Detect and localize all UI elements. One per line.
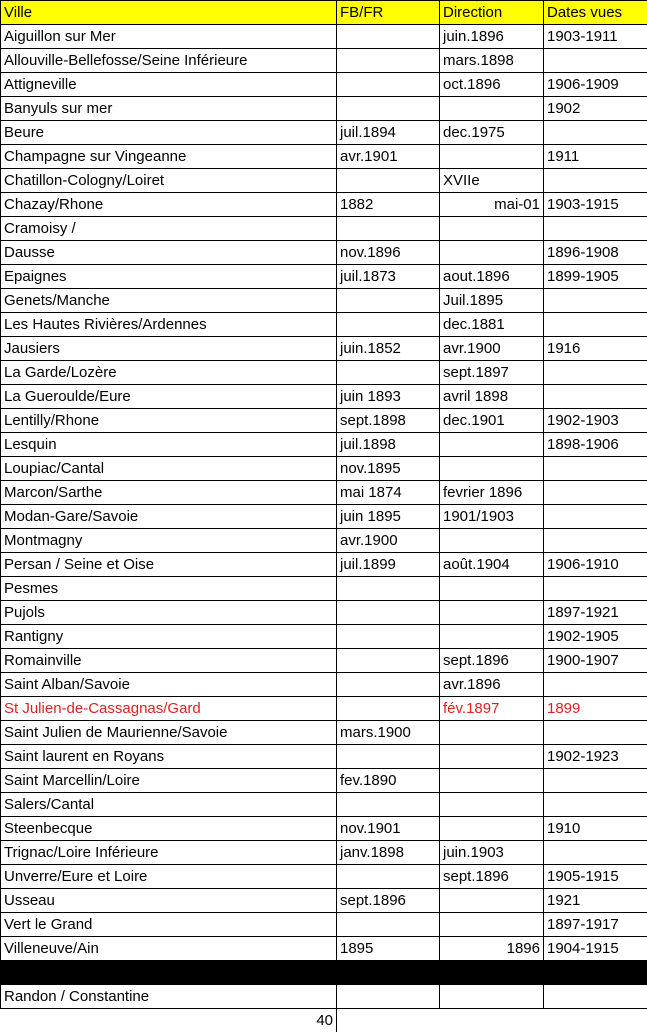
table-row	[1, 721, 647, 745]
table-row	[1, 433, 647, 457]
cell-fb-fr[interactable]: juil.1873	[337, 265, 440, 289]
cell-ville[interactable]: Lentilly/Rhone	[1, 409, 337, 433]
table-row	[1, 817, 647, 841]
table-row	[1, 889, 647, 913]
empty-cell	[440, 1009, 544, 1033]
cell-direction[interactable]	[440, 889, 544, 913]
cell-dates-vues[interactable]	[544, 985, 647, 1009]
cell-fb-fr[interactable]	[337, 649, 440, 673]
cell-ville[interactable]: Pujols	[1, 601, 337, 625]
cell-ville[interactable]: Modan-Gare/Savoie	[1, 505, 337, 529]
cell-ville[interactable]: Aiguillon sur Mer	[1, 25, 337, 49]
cell-dates-vues[interactable]	[544, 457, 647, 481]
cell-ville[interactable]: Vert le Grand	[1, 913, 337, 937]
cell-direction[interactable]: juin.1896	[440, 25, 544, 49]
cell-direction[interactable]	[440, 457, 544, 481]
cell-fb-fr[interactable]	[337, 25, 440, 49]
cell-ville[interactable]: Epaignes	[1, 265, 337, 289]
table-row	[1, 913, 647, 937]
cell-dates-vues[interactable]: 1898-1906	[544, 433, 647, 457]
cell-dates-vues[interactable]: 1902-1903	[544, 409, 647, 433]
cell-direction[interactable]: sept.1897	[440, 361, 544, 385]
cell-ville[interactable]: Villeneuve/Ain	[1, 937, 337, 961]
cell-direction[interactable]: avr.1896	[440, 673, 544, 697]
table-row	[1, 217, 647, 241]
cell-ville[interactable]: Lesquin	[1, 433, 337, 457]
cell-fb-fr[interactable]: mai 1874	[337, 481, 440, 505]
cell-fb-fr[interactable]	[337, 601, 440, 625]
table-body	[1, 25, 647, 1033]
table-row	[1, 265, 647, 289]
cell-dates-vues[interactable]	[544, 481, 647, 505]
cell-ville[interactable]: Jausiers	[1, 337, 337, 361]
table-row	[1, 553, 647, 577]
cell-fb-fr[interactable]	[337, 673, 440, 697]
table-row	[1, 673, 647, 697]
cell-dates-vues[interactable]: 1902	[544, 97, 647, 121]
cell-dates-vues[interactable]: 1903-1911	[544, 25, 647, 49]
table-row	[1, 385, 647, 409]
table-row	[1, 73, 647, 97]
table-row	[1, 313, 647, 337]
cell-direction[interactable]: oct.1896	[440, 73, 544, 97]
cell-fb-fr[interactable]	[337, 217, 440, 241]
cell-fb-fr[interactable]: sept.1896	[337, 889, 440, 913]
table-row	[1, 49, 647, 73]
cell-dates-vues[interactable]: 1911	[544, 145, 647, 169]
empty-cell	[337, 1009, 440, 1033]
cell-direction[interactable]	[440, 577, 544, 601]
cell-fb-fr[interactable]: fev.1890	[337, 769, 440, 793]
cell-dates-vues[interactable]	[544, 121, 647, 145]
cell-dates-vues[interactable]	[544, 673, 647, 697]
cell-direction[interactable]: fév.1897	[440, 697, 544, 721]
table-row	[1, 241, 647, 265]
cell-ville[interactable]: Beure	[1, 121, 337, 145]
cell-ville[interactable]: Saint Alban/Savoie	[1, 673, 337, 697]
table-row	[1, 25, 647, 49]
table-row	[1, 745, 647, 769]
cell-direction[interactable]	[440, 241, 544, 265]
cell-direction[interactable]	[440, 145, 544, 169]
separator-cell[interactable]	[1, 961, 337, 985]
cell-dates-vues[interactable]	[544, 505, 647, 529]
cell-direction[interactable]	[440, 817, 544, 841]
cell-dates-vues[interactable]: 1903-1915	[544, 193, 647, 217]
table-row	[1, 145, 647, 169]
cell-ville[interactable]: Dausse	[1, 241, 337, 265]
cell-fb-fr[interactable]	[337, 577, 440, 601]
cell-direction[interactable]: dec.1881	[440, 313, 544, 337]
cell-ville[interactable]: Saint Julien de Maurienne/Savoie	[1, 721, 337, 745]
cell-ville[interactable]: Salers/Cantal	[1, 793, 337, 817]
cell-direction[interactable]	[440, 433, 544, 457]
cell-fb-fr[interactable]: 1895	[337, 937, 440, 961]
cell-fb-fr[interactable]: nov.1895	[337, 457, 440, 481]
cell-fb-fr[interactable]	[337, 625, 440, 649]
cell-ville[interactable]: Banyuls sur mer	[1, 97, 337, 121]
table-row	[1, 169, 647, 193]
cell-ville[interactable]: Saint Marcellin/Loire	[1, 769, 337, 793]
header-fb-fr[interactable]: FB/FR	[337, 1, 440, 25]
cell-fb-fr[interactable]: mars.1900	[337, 721, 440, 745]
cell-dates-vues[interactable]: 1904-1915	[544, 937, 647, 961]
cell-fb-fr[interactable]	[337, 361, 440, 385]
cell-ville[interactable]: Trignac/Loire Inférieure	[1, 841, 337, 865]
cell-fb-fr[interactable]: janv.1898	[337, 841, 440, 865]
cell-ville[interactable]: Allouville-Bellefosse/Seine Inférieure	[1, 49, 337, 73]
table-row	[1, 601, 647, 625]
cell-ville[interactable]: Marcon/Sarthe	[1, 481, 337, 505]
cell-fb-fr[interactable]: nov.1896	[337, 241, 440, 265]
cell-dates-vues[interactable]: 1896-1908	[544, 241, 647, 265]
cell-dates-vues[interactable]: 1902-1923	[544, 745, 647, 769]
cell-dates-vues[interactable]	[544, 721, 647, 745]
cell-direction[interactable]: sept.1896	[440, 865, 544, 889]
table-row	[1, 481, 647, 505]
cell-ville[interactable]: Les Hautes Rivières/Ardennes	[1, 313, 337, 337]
cell-fb-fr[interactable]: juil.1898	[337, 433, 440, 457]
separator-cell[interactable]	[440, 961, 544, 985]
cell-direction[interactable]: 1896	[440, 937, 544, 961]
cell-ville[interactable]: Genets/Manche	[1, 289, 337, 313]
separator-cell[interactable]	[337, 961, 440, 985]
cell-ville[interactable]: Unverre/Eure et Loire	[1, 865, 337, 889]
table-row	[1, 121, 647, 145]
table-row	[1, 337, 647, 361]
cell-fb-fr[interactable]	[337, 97, 440, 121]
cell-direction[interactable]	[440, 529, 544, 553]
cell-ville[interactable]: La Gueroulde/Eure	[1, 385, 337, 409]
empty-cell	[544, 1009, 647, 1033]
cell-fb-fr[interactable]	[337, 793, 440, 817]
cell-ville[interactable]: Romainville	[1, 649, 337, 673]
cell-direction[interactable]: 1901/1903	[440, 505, 544, 529]
table-row	[1, 649, 647, 673]
cell-fb-fr[interactable]	[337, 313, 440, 337]
cell-direction[interactable]	[440, 985, 544, 1009]
cell-dates-vues[interactable]: 1910	[544, 817, 647, 841]
cell-dates-vues[interactable]	[544, 313, 647, 337]
cell-ville[interactable]: Montmagny	[1, 529, 337, 553]
cell-dates-vues[interactable]	[544, 217, 647, 241]
cell-ville[interactable]: Cramoisy /	[1, 217, 337, 241]
cell-direction[interactable]: fevrier 1896	[440, 481, 544, 505]
cell-dates-vues[interactable]	[544, 49, 647, 73]
cell-ville[interactable]: Saint laurent en Royans	[1, 745, 337, 769]
cell-fb-fr[interactable]	[337, 913, 440, 937]
cell-ville[interactable]: Steenbecque	[1, 817, 337, 841]
cell-direction[interactable]	[440, 601, 544, 625]
separator-cell[interactable]	[544, 961, 647, 985]
cell-fb-fr[interactable]	[337, 73, 440, 97]
cell-ville[interactable]: St Julien-de-Cassagnas/Gard	[1, 697, 337, 721]
table-row	[1, 505, 647, 529]
cell-ville[interactable]: Chatillon-Cologny/Loiret	[1, 169, 337, 193]
cell-ville[interactable]: Chazay/Rhone	[1, 193, 337, 217]
cell-ville[interactable]: Persan / Seine et Oise	[1, 553, 337, 577]
cell-dates-vues[interactable]	[544, 361, 647, 385]
cell-direction[interactable]: aout.1896	[440, 265, 544, 289]
cell-dates-vues[interactable]: 1916	[544, 337, 647, 361]
cell-fb-fr[interactable]	[337, 49, 440, 73]
cell-fb-fr[interactable]: juil.1899	[337, 553, 440, 577]
cell-fb-fr[interactable]	[337, 289, 440, 313]
cell-direction[interactable]: XVIIe	[440, 169, 544, 193]
cell-dates-vues[interactable]: 1906-1909	[544, 73, 647, 97]
cell-dates-vues[interactable]	[544, 529, 647, 553]
cell-fb-fr[interactable]: 1882	[337, 193, 440, 217]
cell-ville[interactable]: Loupiac/Cantal	[1, 457, 337, 481]
header-direction[interactable]: Direction	[440, 1, 544, 25]
cell-fb-fr[interactable]: juin.1852	[337, 337, 440, 361]
cell-direction[interactable]: avril 1898	[440, 385, 544, 409]
cell-dates-vues[interactable]	[544, 289, 647, 313]
cell-fb-fr[interactable]: avr.1901	[337, 145, 440, 169]
table-row	[1, 577, 647, 601]
table-row	[1, 769, 647, 793]
table-row	[1, 193, 647, 217]
cell-ville[interactable]: Attigneville	[1, 73, 337, 97]
cell-ville[interactable]: Randon / Constantine	[1, 985, 337, 1009]
cell-dates-vues[interactable]	[544, 577, 647, 601]
cell-direction[interactable]: juin.1903	[440, 841, 544, 865]
cell-dates-vues[interactable]	[544, 385, 647, 409]
table-row	[1, 937, 647, 961]
cell-direction[interactable]	[440, 721, 544, 745]
table-row	[1, 841, 647, 865]
footer-row	[1, 1009, 647, 1033]
cell-dates-vues[interactable]	[544, 769, 647, 793]
cell-fb-fr[interactable]	[337, 865, 440, 889]
table-row	[1, 985, 647, 1009]
cell-dates-vues[interactable]: 1902-1905	[544, 625, 647, 649]
cell-direction[interactable]	[440, 625, 544, 649]
cell-direction[interactable]	[440, 913, 544, 937]
cell-fb-fr[interactable]: sept.1898	[337, 409, 440, 433]
cell-dates-vues[interactable]	[544, 841, 647, 865]
cell-fb-fr[interactable]: nov.1901	[337, 817, 440, 841]
table-row	[1, 289, 647, 313]
cell-dates-vues[interactable]: 1906-1910	[544, 553, 647, 577]
cell-fb-fr[interactable]: juin 1893	[337, 385, 440, 409]
cell-direction[interactable]	[440, 769, 544, 793]
cell-dates-vues[interactable]: 1897-1917	[544, 913, 647, 937]
cell-dates-vues[interactable]: 1921	[544, 889, 647, 913]
cell-direction[interactable]	[440, 745, 544, 769]
cell-fb-fr[interactable]	[337, 169, 440, 193]
table-row	[1, 625, 647, 649]
cell-ville[interactable]: La Garde/Lozère	[1, 361, 337, 385]
table-row	[1, 97, 647, 121]
table-row	[1, 361, 647, 385]
cell-fb-fr[interactable]	[337, 745, 440, 769]
cell-ville[interactable]: Rantigny	[1, 625, 337, 649]
cell-direction[interactable]: dec.1901	[440, 409, 544, 433]
cell-dates-vues[interactable]: 1900-1907	[544, 649, 647, 673]
cell-direction[interactable]: sept.1896	[440, 649, 544, 673]
cell-direction[interactable]	[440, 97, 544, 121]
cell-fb-fr[interactable]	[337, 985, 440, 1009]
cell-direction[interactable]	[440, 217, 544, 241]
cell-direction[interactable]: août.1904	[440, 553, 544, 577]
cell-dates-vues[interactable]: 1899-1905	[544, 265, 647, 289]
cell-direction[interactable]: dec.1975	[440, 121, 544, 145]
cell-direction[interactable]: mars.1898	[440, 49, 544, 73]
header-ville[interactable]: Ville	[1, 1, 337, 25]
cell-ville[interactable]: Usseau	[1, 889, 337, 913]
cell-direction[interactable]: mai-01	[440, 193, 544, 217]
table-row	[1, 409, 647, 433]
separator-row	[1, 961, 647, 985]
table-row	[1, 457, 647, 481]
cell-fb-fr[interactable]	[337, 697, 440, 721]
table-row	[1, 793, 647, 817]
row-count: 40	[1, 1009, 337, 1033]
cell-fb-fr[interactable]: avr.1900	[337, 529, 440, 553]
table-row	[1, 697, 647, 721]
cell-direction[interactable]: avr.1900	[440, 337, 544, 361]
cell-direction[interactable]: Juil.1895	[440, 289, 544, 313]
cell-fb-fr[interactable]: juin 1895	[337, 505, 440, 529]
header-row	[1, 1, 647, 25]
table-row	[1, 529, 647, 553]
cell-direction[interactable]	[440, 793, 544, 817]
cell-ville[interactable]: Pesmes	[1, 577, 337, 601]
header-dates-vues[interactable]: Dates vues	[544, 1, 647, 25]
cell-fb-fr[interactable]: juil.1894	[337, 121, 440, 145]
cell-ville[interactable]: Champagne sur Vingeanne	[1, 145, 337, 169]
table-row	[1, 865, 647, 889]
cell-dates-vues[interactable]: 1897-1921	[544, 601, 647, 625]
cell-dates-vues[interactable]: 1905-1915	[544, 865, 647, 889]
cell-dates-vues[interactable]	[544, 169, 647, 193]
cell-dates-vues[interactable]: 1899	[544, 697, 647, 721]
cell-dates-vues[interactable]	[544, 793, 647, 817]
